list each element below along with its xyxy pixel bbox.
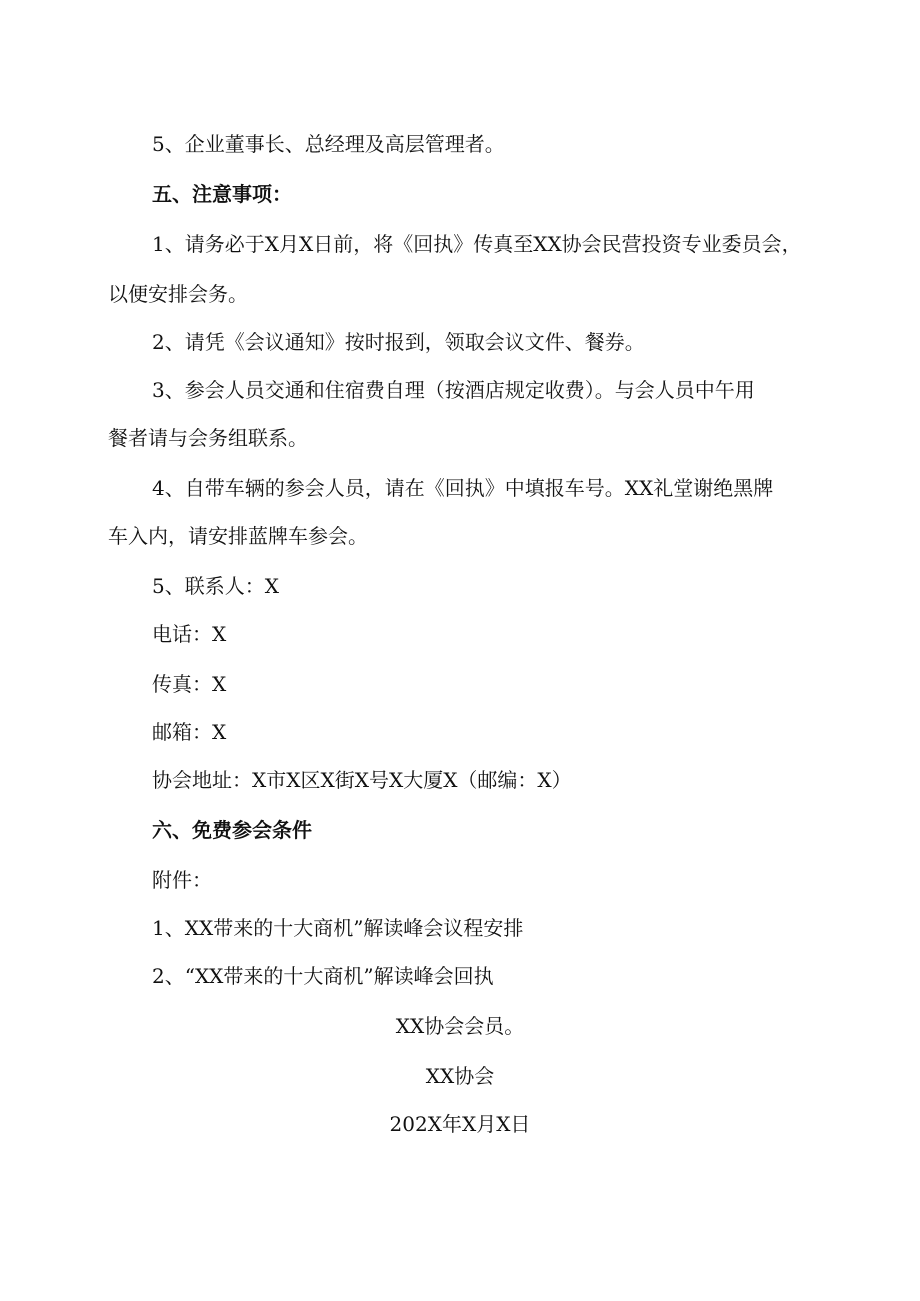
note-4-line-1: 4、自带车辆的参会人员，请在《回执》中填报车号。XX礼堂谢绝黑牌 <box>152 476 774 500</box>
closing-recipients: XX协会会员。 <box>395 1014 525 1038</box>
attendee-item-5: 5、企业董事长、总经理及高层管理者。 <box>152 132 505 156</box>
section-heading-free-attendance: 六、免费参会条件 <box>152 818 312 842</box>
note-1-line-2: 以便安排会务。 <box>108 282 248 306</box>
section-heading-notes: 五、注意事项： <box>152 182 292 206</box>
attachment-2: 2、“XX带来的十大商机”解读峰会回执 <box>152 964 494 988</box>
contact-fax: 传真：X <box>152 672 227 696</box>
contact-email: 邮箱：X <box>152 720 227 744</box>
note-1-line-1: 1、请务必于X月X日前，将《回执》传真至XX协会民营投资专业委员会， <box>152 232 802 256</box>
attachments-label: 附件： <box>152 868 212 892</box>
note-4-line-2: 车入内，请安排蓝牌车参会。 <box>108 524 368 548</box>
signature-date: 202X年X月X日 <box>389 1112 531 1136</box>
note-2: 2、请凭《会议通知》按时报到，领取会议文件、餐券。 <box>152 330 645 354</box>
note-3-line-1: 3、参会人员交通和住宿费自理（按酒店规定收费）。与会人员中午用 <box>152 378 755 402</box>
contact-phone: 电话：X <box>152 622 227 646</box>
signature-organization: XX协会 <box>425 1064 495 1088</box>
association-address: 协会地址：X市X区X街X号X大厦X（邮编：X） <box>152 768 572 792</box>
attachment-1: 1、XX带来的十大商机”解读峰会议程安排 <box>152 916 524 940</box>
contact-person: 5、联系人：X <box>152 574 279 598</box>
note-3-line-2: 餐者请与会务组联系。 <box>108 426 308 450</box>
